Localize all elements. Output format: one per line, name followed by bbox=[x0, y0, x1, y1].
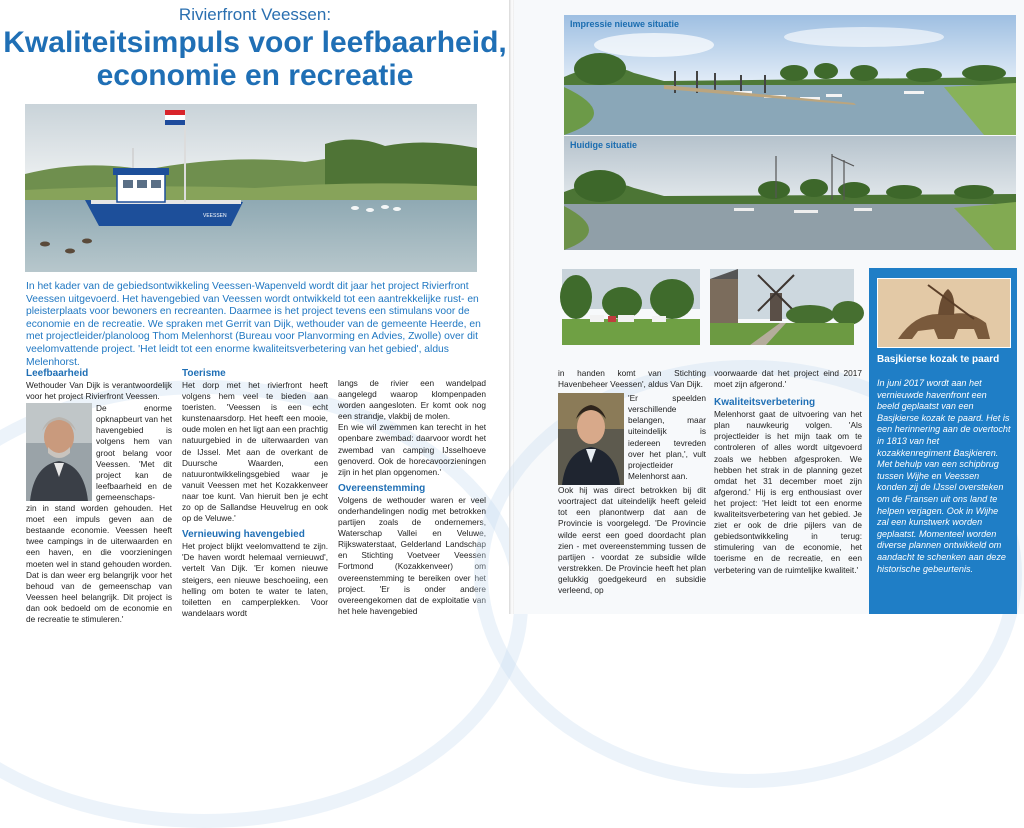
windmill-illustration bbox=[710, 269, 854, 345]
col3-paragraph-1: langs de rivier een wandelpad aangelegd waarop klompenpaden worden aangesloten. Er komt ook nog een strandje, vlakbij de molen. bbox=[338, 378, 486, 422]
column-2 bbox=[182, 365, 328, 619]
col1-body: zin in stand worden gehouden. Het moet een impuls geven aan de bestaande economie. Veessen heeft twee campings in de uiterwaarden en een haven, en die voorzieningen moeten wel in stand gehouden worden. Dat is dan weer erg belangrijk voor het behoud van de gemeenschap van Veessen heel belangrijk. Dit project is dan ook bedoeld om de economie en de recreatie te stimuleren.' bbox=[26, 503, 172, 624]
portrait-van-dijk bbox=[26, 403, 92, 501]
col2-paragraph-2: Het project blijkt veelomvattend te zijn. 'De haven wordt helemaal vernieuwd', vertelt Van Dijk. 'Er komen nieuwe steigers, een nieuwe beschoeiing, een helling om boten te water te laten, toiletten en camperplekken. Voor wandelaars wordt bbox=[182, 541, 328, 618]
heading-kwaliteitsverbetering: Kwaliteitsverbetering bbox=[714, 397, 816, 409]
caption-new-situation: Impressie nieuwe situatie bbox=[570, 19, 680, 29]
heading-toerisme: Toerisme bbox=[182, 368, 226, 379]
sidebar-kozak bbox=[869, 268, 1017, 614]
heading-overeenstemming: Overeenstemming bbox=[338, 482, 426, 494]
article-intro: In het kader van de gebiedsontwikkeling Veessen-Wapenveld wordt dit jaar het project Rivierfront Veessen uitgevoerd. Het havengebied van Veessen wordt ontwikkeld tot een aantrekkelijke rust- en pleisterplaats voor bewoners en recreanten. Daarmee is het project tevens een stimulans voor de economie en de recreatie. We spraken met Gerrit van Dijk, wethouder van de gemeente Heerde, en met projectleider/planoloog Thom Melenhorst (Bureau voor Planvorming en Advies, Zwolle) over dit veelomvattende project. 'Het leidt tot een enorme kwaliteitsverbetering van het gebied', aldus Melenhorst. bbox=[26, 281, 481, 368]
col5-paragraph-1: voorwaarde dat het project eind 2017 moet zijn afgerond.' bbox=[714, 368, 862, 390]
kozak-statue-photo bbox=[877, 278, 1011, 348]
portrait-melenhorst bbox=[558, 393, 624, 485]
left-page bbox=[0, 0, 510, 624]
portrait-van-dijk-image bbox=[26, 403, 92, 501]
camping-photo bbox=[562, 269, 700, 345]
boat-name-label: VEESSEN bbox=[203, 213, 227, 219]
column-1 bbox=[26, 365, 172, 625]
col4-paragraph-1: in handen komt van Stichting Havenbeheer Veessen', aldus Van Dijk. bbox=[558, 368, 706, 390]
heading-leefbaarheid: Leefbaarheid bbox=[26, 368, 89, 379]
portrait-melenhorst-image bbox=[558, 393, 624, 485]
col5-paragraph-2: Melenhorst gaat de uitvoering van het plan nauwkeurig volgen. 'Als projectleider is het mijn taak om te controleren of alles wordt uitgevoerd zoals we hebben afgesproken. We hebben het strak in de planning gezet omdat het 31 december moet zijn afgerond.' Hij is erg enthousiast over het project: 'Het leidt tot een enorme kwaliteitsverbetering van het gebied. Je ziet er ook de drie pijlers van de gebiedsontwikkeling in terug: stimulering van de economie, het toerisme en de recreatie, en een verbetering van de ruimtelijke kwaliteit.' bbox=[714, 409, 862, 575]
current-situation-photo bbox=[564, 136, 1016, 250]
sidebar-body: In juni 2017 wordt aan het vernieuwde havenfront een beeld geplaatst van een Basjkierse kozak te paard. Het is een herinnering aan de overtocht in 1813 van het kozakkenregiment Basjkieren. Met behulp van een schipbrug tussen Wijhe en Veessen konden zij de IJssel oversteken om de Fransen uit ons land te helpen verjagen. Ook in Wijhe zal een kunstwerk worden geplaatst. Momenteel worden diverse plannen ontwikkeld om aandacht te schenken aan deze historische gebeurtenis. bbox=[877, 378, 1011, 574]
camping-illustration bbox=[562, 269, 700, 345]
col4-wrap-text: 'Er speelden verschillende belangen, maar uiteindelijk is iedereen tevreden over het plan,', vult projectleider Melenhorst aan. bbox=[628, 393, 706, 481]
boat-photo bbox=[25, 104, 477, 272]
kozak-statue-illustration bbox=[878, 279, 1010, 347]
col3-paragraph-2: En wie wil zwemmen kan terecht in het openbare zwembad: daarvoor wordt het zwembad van camping IJsselhoeve genoverd. Ook de horecavoorzieningen zijn in het plan opgenomen.' bbox=[338, 422, 486, 477]
impression-new-situation-photo bbox=[564, 15, 1016, 135]
sidebar-title: Basjkierse kozak te paard bbox=[877, 354, 1000, 365]
column-3 bbox=[338, 378, 486, 617]
article-title bbox=[0, 26, 510, 92]
column-5 bbox=[714, 368, 862, 576]
heading-vernieuwing-havengebied: Vernieuwing havengebied bbox=[182, 529, 305, 541]
col1-intro: Wethouder Van Dijk is verantwoordelijk voor het project Rivierfront Veessen. bbox=[26, 380, 172, 402]
caption-current-situation: Huidige situatie bbox=[570, 140, 638, 150]
col2-paragraph-1: Het dorp met het rivierfront heeft volgens hem veel te bieden aan toeristen. 'Veessen is een echt kunstenaarsdorp. Het heeft een mooie, oude molen en het ligt aan een prachtig natuurgebied in de uiterwaarden van de IJssel. Met aan de overkant de Duursche Waarden, een natuurontwikkelingsgebied waar je vanuit Veessen met het Kozakkenveer naar toe kunt. Van hieruit ben je echt zo op de Sallandse Heuvelrug en ook op de Veluwe.' bbox=[182, 380, 328, 524]
col1-wrap-text: De enorme opknapbeurt van het havengebied is volgens hem van groot belang voor Veessen. 'Met dit project kan de leefbaarheid en de gemeenschaps- bbox=[96, 403, 172, 502]
column-4 bbox=[558, 368, 706, 596]
title-line-1: Kwaliteitsimpuls voor leefbaarheid, bbox=[3, 26, 507, 59]
current-situation-illustration bbox=[564, 136, 1016, 250]
new-situation-illustration bbox=[564, 15, 1016, 135]
windmill-photo bbox=[710, 269, 854, 345]
col4-paragraph-2: Ook hij was direct betrokken bij dit voortraject dat uiteindelijk heeft geleid tot een planontwerp dat aan de Provincie is voorgelegd. 'De Provincie wilde eerst een goed doordacht plan zien - met overeenstemming tussen de partijen - voordat ze subsidie wilde verstrekken. De Provincie heeft het plan gelukkig goedgekeurd en subsidie verleend, op bbox=[558, 485, 706, 596]
article-kicker: Rivierfront Veessen: bbox=[178, 5, 332, 24]
col3-paragraph-3: Volgens de wethouder waren er veel onderhandelingen nodig met betrokken partijen zoals de ondernemers, Waterschap Vallei en Veluwe, Rijkswaterstaat, Gelderland Landschap en Stichting Voetveer Veessen Fortmond (Kozakkenveer) om overeenstemming te bereiken over het project. 'Er is onder andere overeengekomen dat de exploitatie van het hele havengebied bbox=[338, 494, 486, 616]
title-line-2: economie en recreatie bbox=[96, 59, 414, 92]
boat-illustration bbox=[25, 104, 477, 272]
